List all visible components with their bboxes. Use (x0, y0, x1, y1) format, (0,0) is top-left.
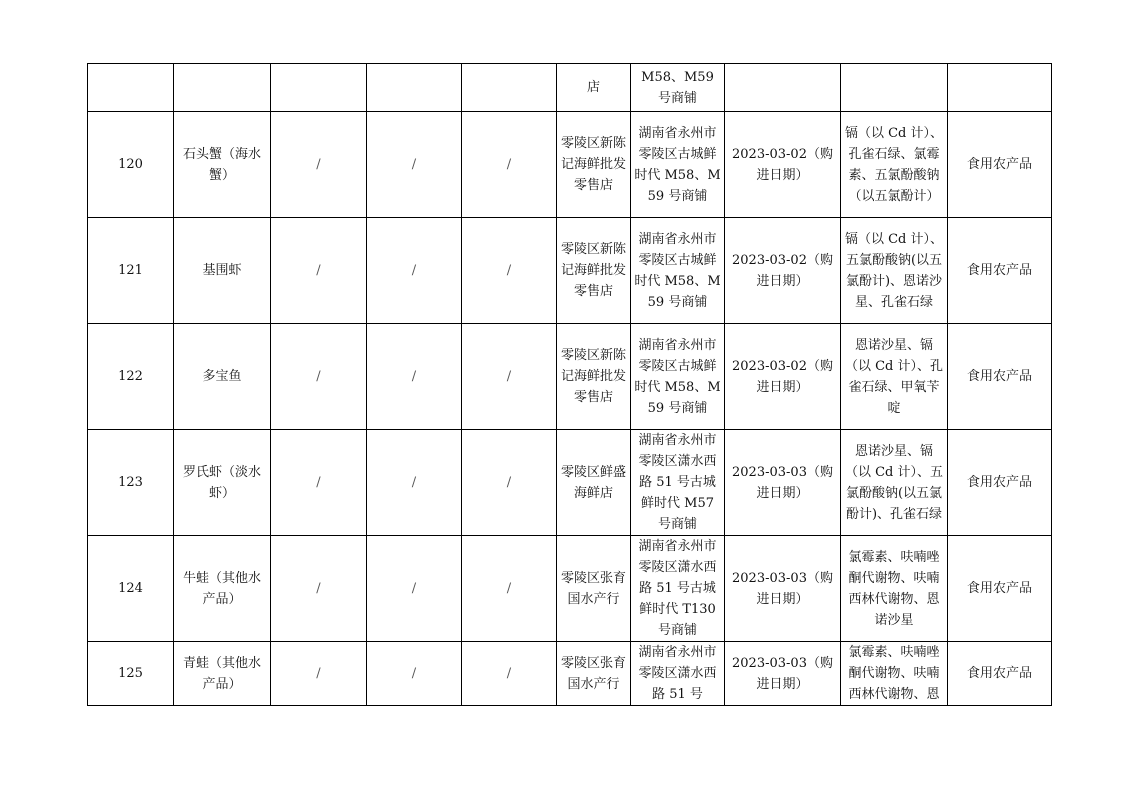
cell-hazards: 氯霉素、呋喃唑酮代谢物、呋喃西林代谢物、恩 (841, 642, 948, 706)
cell-col5: / (462, 324, 557, 430)
cell-col5: / (462, 430, 557, 536)
cell-shop: 零陵区新陈记海鲜批发零售店 (557, 112, 631, 218)
cell-address: 湖南省永州市零陵区古城鲜时代 M58、M59 号商铺 (631, 112, 725, 218)
cell-hazards: 恩诺沙星、镉（以 Cd 计）、孔雀石绿、甲氧苄啶 (841, 324, 948, 430)
cell-col5: / (462, 112, 557, 218)
cell-shop: 零陵区鲜盛海鲜店 (557, 430, 631, 536)
cell-col5: / (462, 642, 557, 706)
cell-product: 多宝鱼 (174, 324, 271, 430)
cell-address: 湖南省永州市零陵区古城鲜时代 M58、M59 号商铺 (631, 324, 725, 430)
cell-date: 2023-03-03（购进日期） (725, 536, 841, 642)
table-row (88, 642, 1052, 706)
cell-category: 食用农产品 (948, 324, 1052, 430)
cell-shop: 零陵区张育国水产行 (557, 536, 631, 642)
cell-date: 2023-03-02（购进日期） (725, 324, 841, 430)
cell-shop: 店 (557, 64, 631, 112)
cell-hazards: 镉（以 Cd 计）、孔雀石绿、氯霉素、五氯酚酸钠（以五氯酚计） (841, 112, 948, 218)
cell-product: 青蛙（其他水产品） (174, 642, 271, 706)
cell-col3: / (271, 536, 367, 642)
cell-category: 食用农产品 (948, 430, 1052, 536)
cell-col5 (462, 64, 557, 112)
cell-hazards: 恩诺沙星、镉（以 Cd 计）、五氯酚酸钠(以五氯酚计)、孔雀石绿 (841, 430, 948, 536)
cell-address: 湖南省永州市零陵区古城鲜时代 M58、M59 号商铺 (631, 218, 725, 324)
cell-category: 食用农产品 (948, 218, 1052, 324)
table-row (88, 112, 1052, 218)
cell-category (948, 64, 1052, 112)
cell-col4: / (367, 430, 462, 536)
cell-address: 湖南省永州市零陵区潇水西路 51 号古城鲜时代 T130 号商铺 (631, 536, 725, 642)
cell-date (725, 64, 841, 112)
cell-date: 2023-03-03（购进日期） (725, 642, 841, 706)
cell-hazards: 氯霉素、呋喃唑酮代谢物、呋喃西林代谢物、恩诺沙星 (841, 536, 948, 642)
cell-col5: / (462, 218, 557, 324)
cell-product: 罗氏虾（淡水虾） (174, 430, 271, 536)
cell-col4: / (367, 218, 462, 324)
cell-date: 2023-03-02（购进日期） (725, 112, 841, 218)
cell-no: 124 (88, 536, 174, 642)
cell-category: 食用农产品 (948, 112, 1052, 218)
table-row (88, 536, 1052, 642)
cell-category: 食用农产品 (948, 536, 1052, 642)
cell-shop: 零陵区张育国水产行 (557, 642, 631, 706)
cell-product: 基围虾 (174, 218, 271, 324)
cell-col4: / (367, 324, 462, 430)
cell-no: 123 (88, 430, 174, 536)
cell-address: 湖南省永州市零陵区潇水西路 51 号 (631, 642, 725, 706)
table-row (88, 218, 1052, 324)
cell-category: 食用农产品 (948, 642, 1052, 706)
cell-col4 (367, 64, 462, 112)
cell-col4: / (367, 112, 462, 218)
cell-no (88, 64, 174, 112)
cell-no: 120 (88, 112, 174, 218)
table-row-continued (88, 64, 1052, 112)
sampling-results-table (87, 63, 1052, 706)
table-row (88, 430, 1052, 536)
cell-no: 125 (88, 642, 174, 706)
cell-product (174, 64, 271, 112)
cell-no: 121 (88, 218, 174, 324)
cell-col3 (271, 64, 367, 112)
cell-col3: / (271, 642, 367, 706)
cell-date: 2023-03-03（购进日期） (725, 430, 841, 536)
cell-hazards: 镉（以 Cd 计）、五氯酚酸钠(以五氯酚计)、恩诺沙星、孔雀石绿 (841, 218, 948, 324)
cell-col4: / (367, 642, 462, 706)
cell-col5: / (462, 536, 557, 642)
cell-col3: / (271, 324, 367, 430)
cell-address: 湖南省永州市零陵区潇水西路 51 号古城鲜时代 M57 号商铺 (631, 430, 725, 536)
cell-col3: / (271, 218, 367, 324)
cell-product: 牛蛙（其他水产品） (174, 536, 271, 642)
table-row (88, 324, 1052, 430)
cell-hazards (841, 64, 948, 112)
cell-address: M58、M59 号商铺 (631, 64, 725, 112)
cell-product: 石头蟹（海水蟹） (174, 112, 271, 218)
cell-no: 122 (88, 324, 174, 430)
cell-col3: / (271, 112, 367, 218)
cell-date: 2023-03-02（购进日期） (725, 218, 841, 324)
cell-shop: 零陵区新陈记海鲜批发零售店 (557, 324, 631, 430)
cell-col4: / (367, 536, 462, 642)
cell-col3: / (271, 430, 367, 536)
cell-shop: 零陵区新陈记海鲜批发零售店 (557, 218, 631, 324)
